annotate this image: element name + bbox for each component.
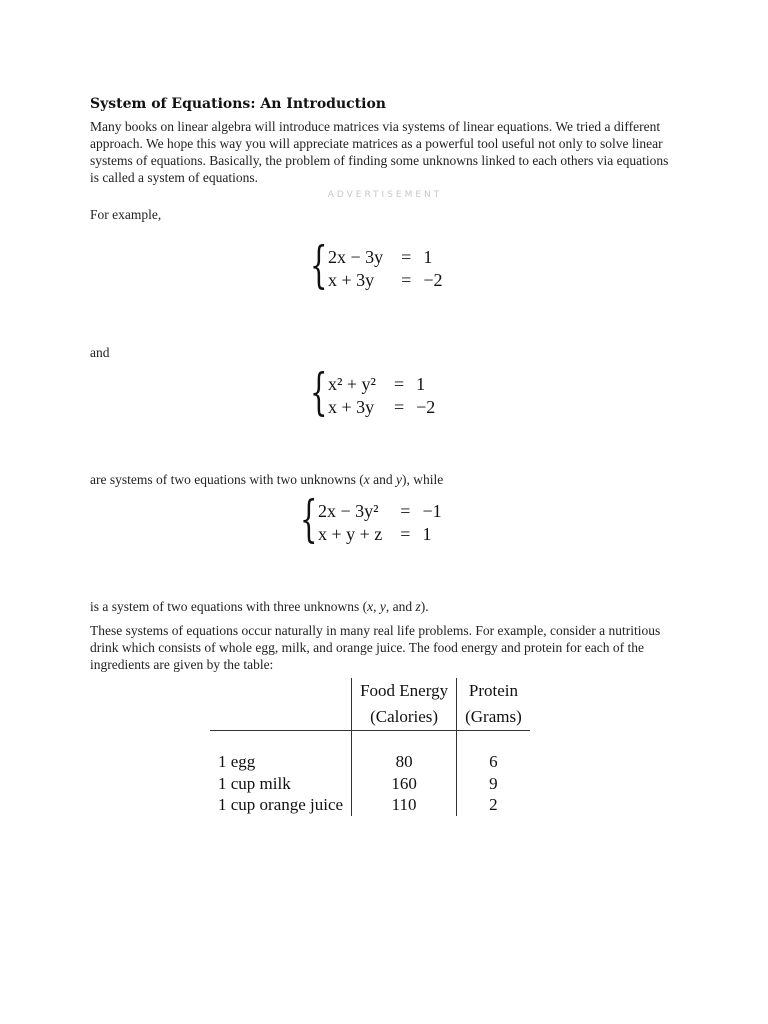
table-row [210,773,530,795]
table-header-row-2 [210,704,530,731]
equation-lhs: x + y + z [318,524,383,544]
equation-rhs: 1 [422,524,432,544]
two-unknowns-sentence [90,472,443,488]
protein-cell: 6 [489,752,498,771]
protein-cell: 2 [489,795,498,814]
equation-row [328,396,441,419]
equation-rhs: 1 [423,247,433,267]
sentence-part: , and [385,599,416,614]
table-row [210,751,530,773]
equals-sign: = [400,524,411,544]
header-item-unit [210,704,352,731]
page-title: System of Equations: An Introduction [90,96,386,112]
table-row [210,794,530,816]
equation-rhs: 1 [416,374,426,394]
energy-cell: 80 [352,751,457,773]
header-calories: (Calories) [352,704,457,731]
header-protein: Protein [468,681,518,700]
equation-rhs: −1 [422,501,442,521]
spacer-cell [210,731,352,752]
item-cell: 1 cup milk [210,773,352,795]
header-food-energy: Food Energy [352,678,457,704]
energy-cell: 110 [352,794,457,816]
equation-system-3 [300,490,448,548]
item-cell: 1 cup orange juice [210,794,352,816]
equation-lhs: x + 3y [328,397,375,417]
nutrition-table [210,678,530,816]
and-text: and [90,345,110,360]
equation-row [318,500,448,523]
left-brace: { [310,236,328,294]
header-grams: (Grams) [457,704,530,731]
equation-lhs: 2x − 3y² [318,501,379,521]
equation-row [318,523,448,546]
sentence-part: ), while [401,472,444,487]
left-brace: { [300,490,318,548]
left-brace: { [310,363,328,421]
equation-row [328,373,441,396]
sentence-part: and [369,472,396,487]
equation-system-2 [310,363,441,421]
equals-sign: = [400,501,411,521]
sentence-part: is a system of two equations with three unknowns ( [90,599,368,614]
equals-sign: = [401,247,412,267]
variable-x: x [363,472,370,487]
table-spacer-row [210,731,530,752]
intro-paragraph: Many books on linear algebra will introduce matrices via systems of linear equations. We tried a different approach. We hope this way you will appreciate matrices as a powerful tool useful not only to solve linear systems of equations. Basically, the problem of finding some unknowns linked to each others via equations is called a system of equations. [90,119,669,185]
variable-y: y [395,472,402,487]
equals-sign: = [393,397,405,417]
variable-z: z [415,599,421,614]
energy-cell: 160 [352,773,457,795]
spacer-cell [352,731,457,752]
for-example-text: For example, [90,207,162,222]
spacer-cell [457,731,530,752]
equation-row [328,269,448,292]
equation-lhs: x² + y² [328,374,376,394]
equation-lhs: x + 3y [328,270,375,290]
header-item [210,678,352,704]
equals-sign: = [401,270,412,290]
variable-x: x [367,599,374,614]
sentence-part: are systems of two equations with two unknowns ( [90,472,364,487]
equation-row [328,246,448,269]
three-unknowns-sentence [90,599,429,615]
variable-y: y [379,599,386,614]
equation-rhs: −2 [416,397,436,417]
sentence-part: ). [420,599,429,614]
equation-rhs: −2 [423,270,443,290]
equals-sign: = [393,374,405,394]
equation-system-1 [310,236,448,294]
protein-cell: 9 [489,773,498,793]
drink-paragraph: These systems of equations occur naturally in many real life problems. For example, consider a nutritious drink which consists of whole egg, milk, and orange juice. The food energy and protein for each of the ingredients are given by the table: [90,623,661,672]
sentence-part: , [373,599,380,614]
equation-lhs: 2x − 3y [328,247,384,267]
table-header-row-1 [210,678,530,704]
article [90,96,680,223]
item-cell: 1 egg [210,751,352,773]
advertisement-label: ADVERTISEMENT [327,190,443,200]
